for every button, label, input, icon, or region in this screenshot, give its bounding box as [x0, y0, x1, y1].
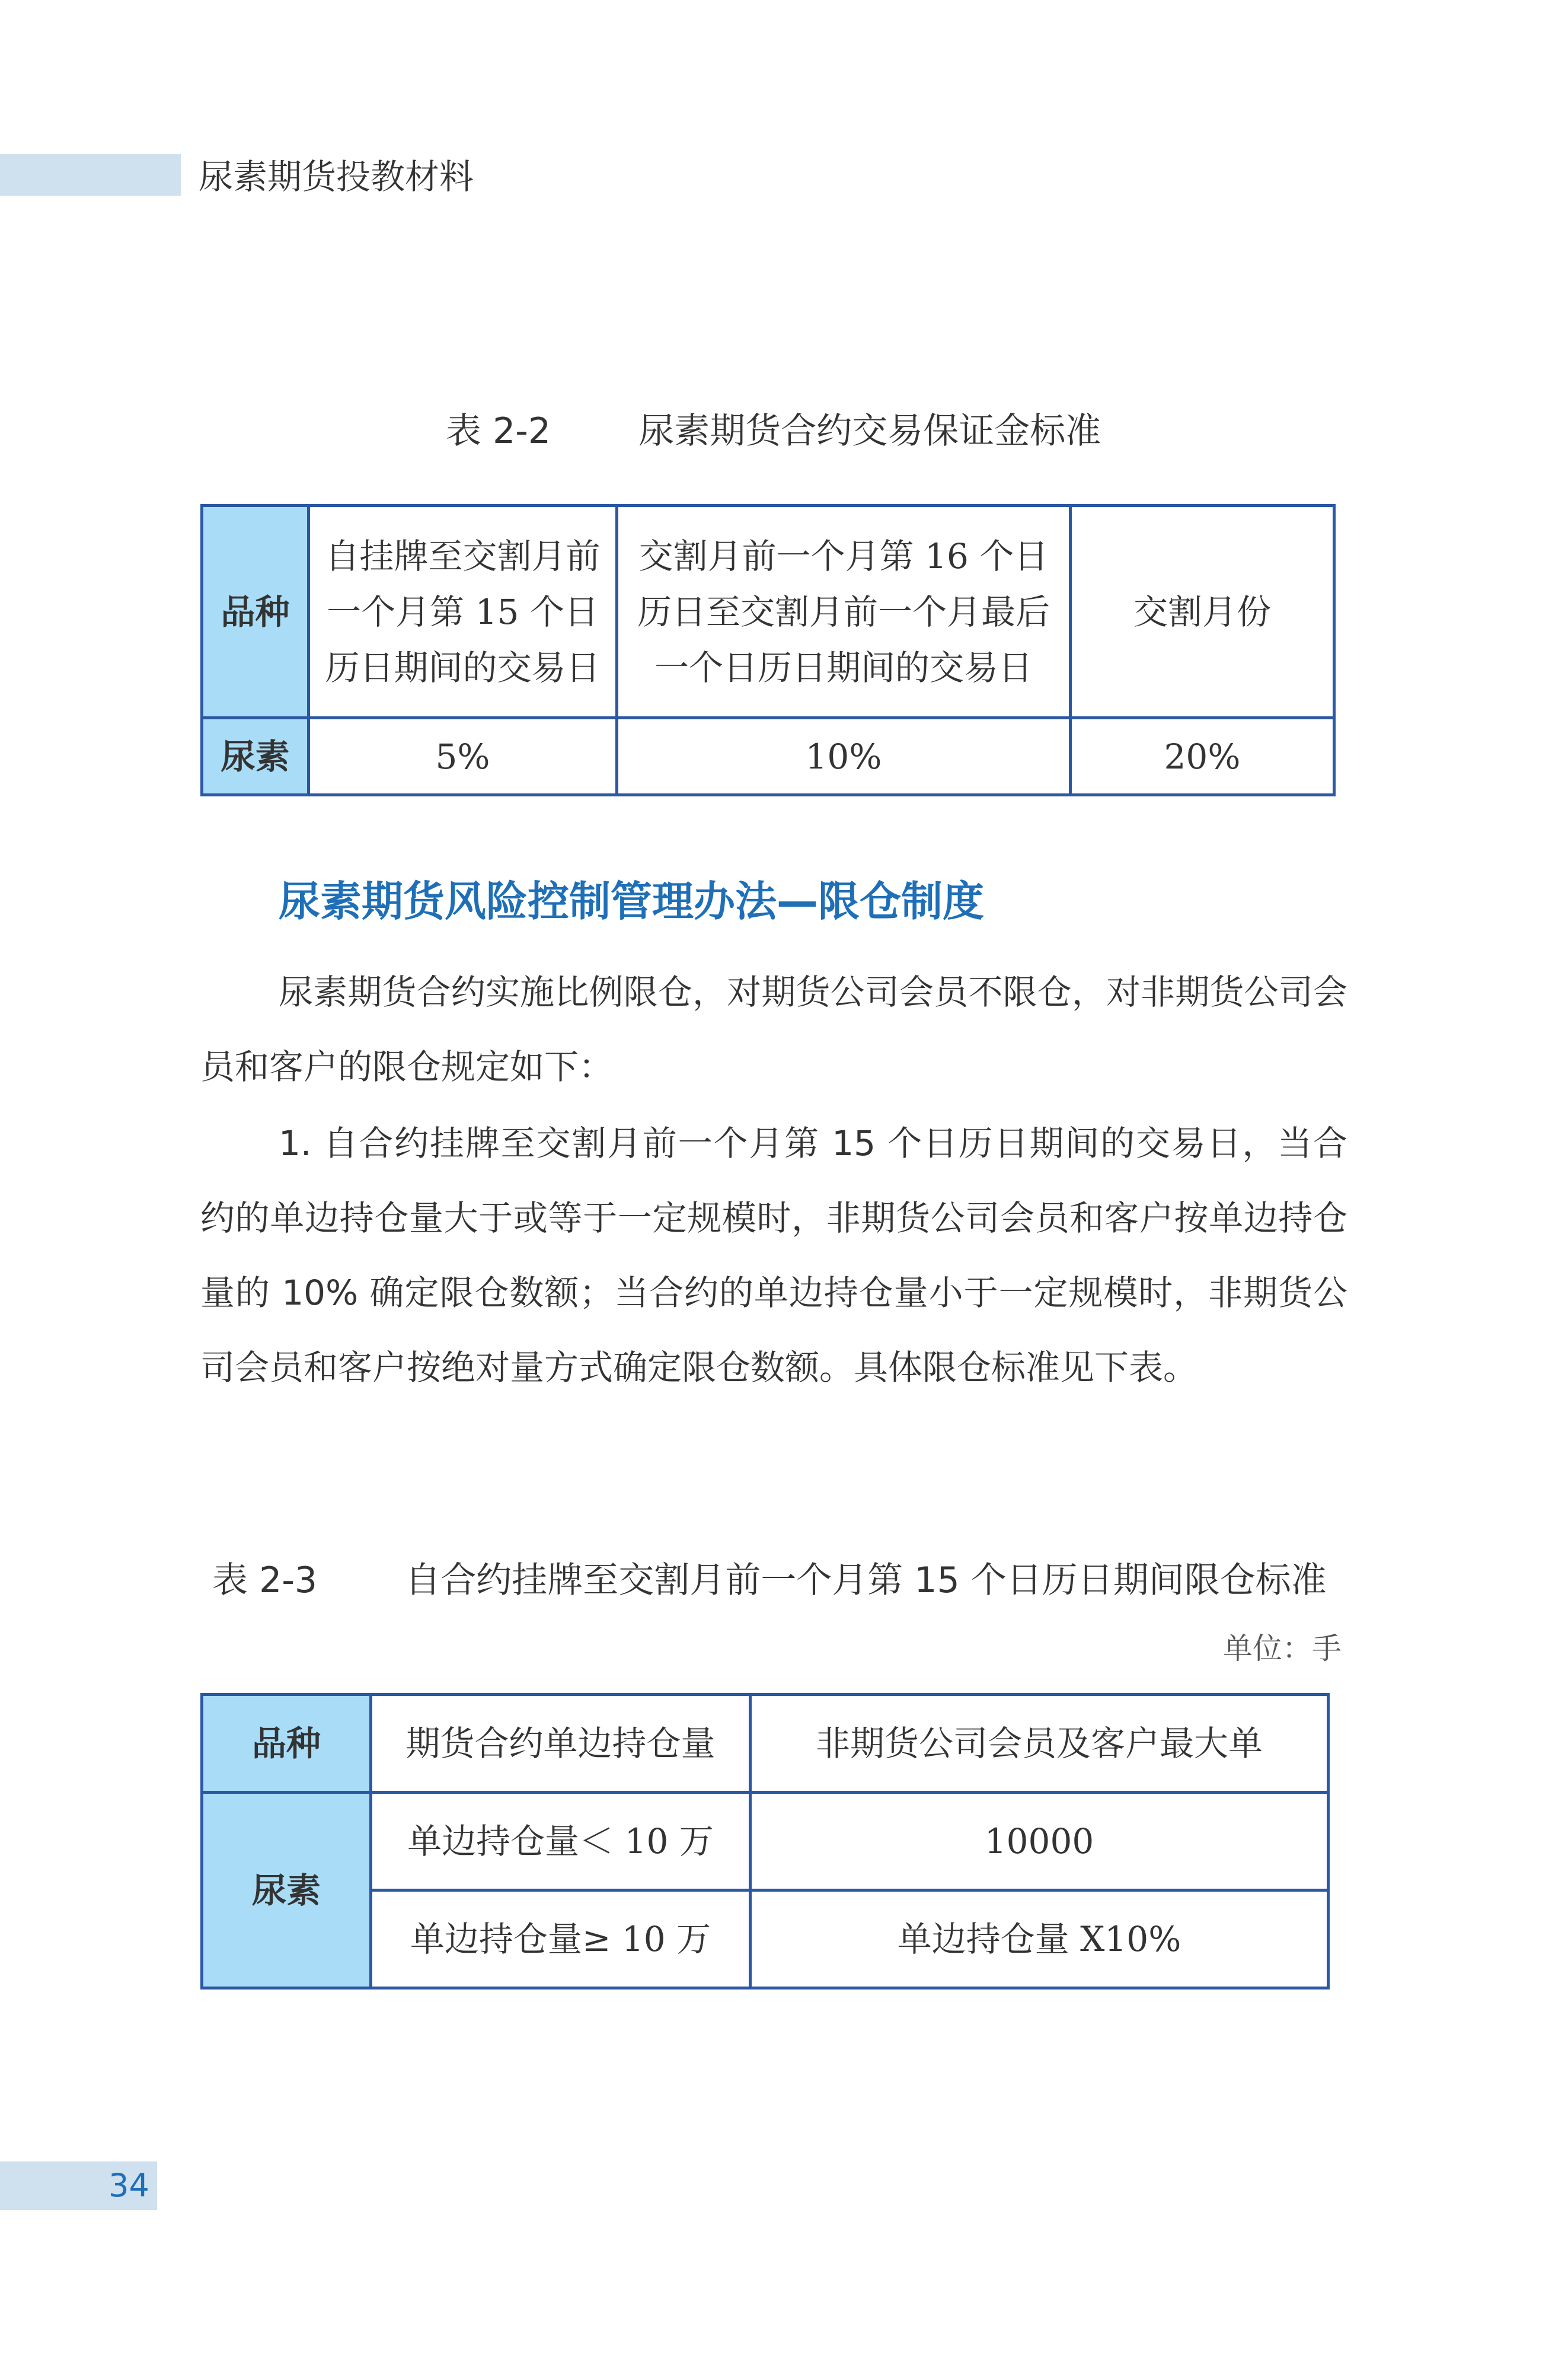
table1-header-delivery-month: 交割月份: [1071, 506, 1334, 718]
table2-caption: [212, 1554, 1327, 1607]
table1-header-period2: 交割月前一个月第 16 个日历日至交割月前一个月最后一个日历日期间的交易日: [617, 506, 1071, 718]
table2-header-position: 期货合约单边持仓量: [371, 1695, 751, 1793]
table1-margin-period1: 5%: [309, 718, 617, 795]
running-header-title: 尿素期货投教材料: [199, 157, 474, 197]
table1-header-period1: 自挂牌至交割月前一个月第 15 个日历日期间的交易日: [309, 506, 617, 718]
table1-variety-urea: 尿素: [202, 718, 309, 795]
paragraph-rule-1: 1. 自合约挂牌至交割月前一个月第 15 个日历日期间的交易日，当合约的单边持仓量大于或等于一定规模时，非期货公司会员和客户按单边持仓量的 10% 确定限仓数额；当合约的单边持仓量小于一定规模时，非期货公司会员和客户按绝对量方式确定限仓数额。具体限仓标准见下表。: [200, 1123, 1347, 1388]
paragraph-intro: 尿素期货合约实施比例限仓，对期货公司会员不限仓，对非期货公司会员和客户的限仓规定如下：: [200, 972, 1347, 1087]
position-limit-table: [200, 1693, 1330, 1989]
table2-unit-label: 单位：手: [1223, 1631, 1342, 1666]
table1-margin-period2: 10%: [617, 718, 1071, 795]
table1-caption: [446, 404, 1101, 458]
table2-variety-urea: 尿素: [202, 1793, 371, 1988]
header-band: [0, 154, 181, 196]
table2-caption-number: 表 2-3: [212, 1560, 318, 1601]
section-heading: 尿素期货风险控制管理办法—限仓制度: [279, 877, 984, 926]
table2-row2-position: 单边持仓量≥ 10 万: [371, 1890, 751, 1988]
table1-caption-number: 表 2-2: [446, 410, 551, 452]
table2-row1-limit: 10000: [751, 1793, 1329, 1890]
table1-caption-title: 尿素期货合约交易保证金标准: [638, 410, 1101, 452]
table1-margin-delivery-month: 20%: [1071, 718, 1334, 795]
margin-table: [200, 504, 1336, 796]
table2-row1-position: 单边持仓量＜ 10 万: [371, 1793, 751, 1890]
table2-caption-title: 自合约挂牌至交割月前一个月第 15 个日历日期间限仓标准: [405, 1560, 1327, 1601]
table2-header-variety: 品种: [202, 1695, 371, 1793]
table2-row2-limit: 单边持仓量 X10%: [751, 1890, 1329, 1988]
page-number: 34: [108, 2167, 149, 2204]
table1-header-variety: 品种: [202, 506, 309, 718]
table2-header-max-limit: 非期货公司会员及客户最大单: [751, 1695, 1329, 1793]
